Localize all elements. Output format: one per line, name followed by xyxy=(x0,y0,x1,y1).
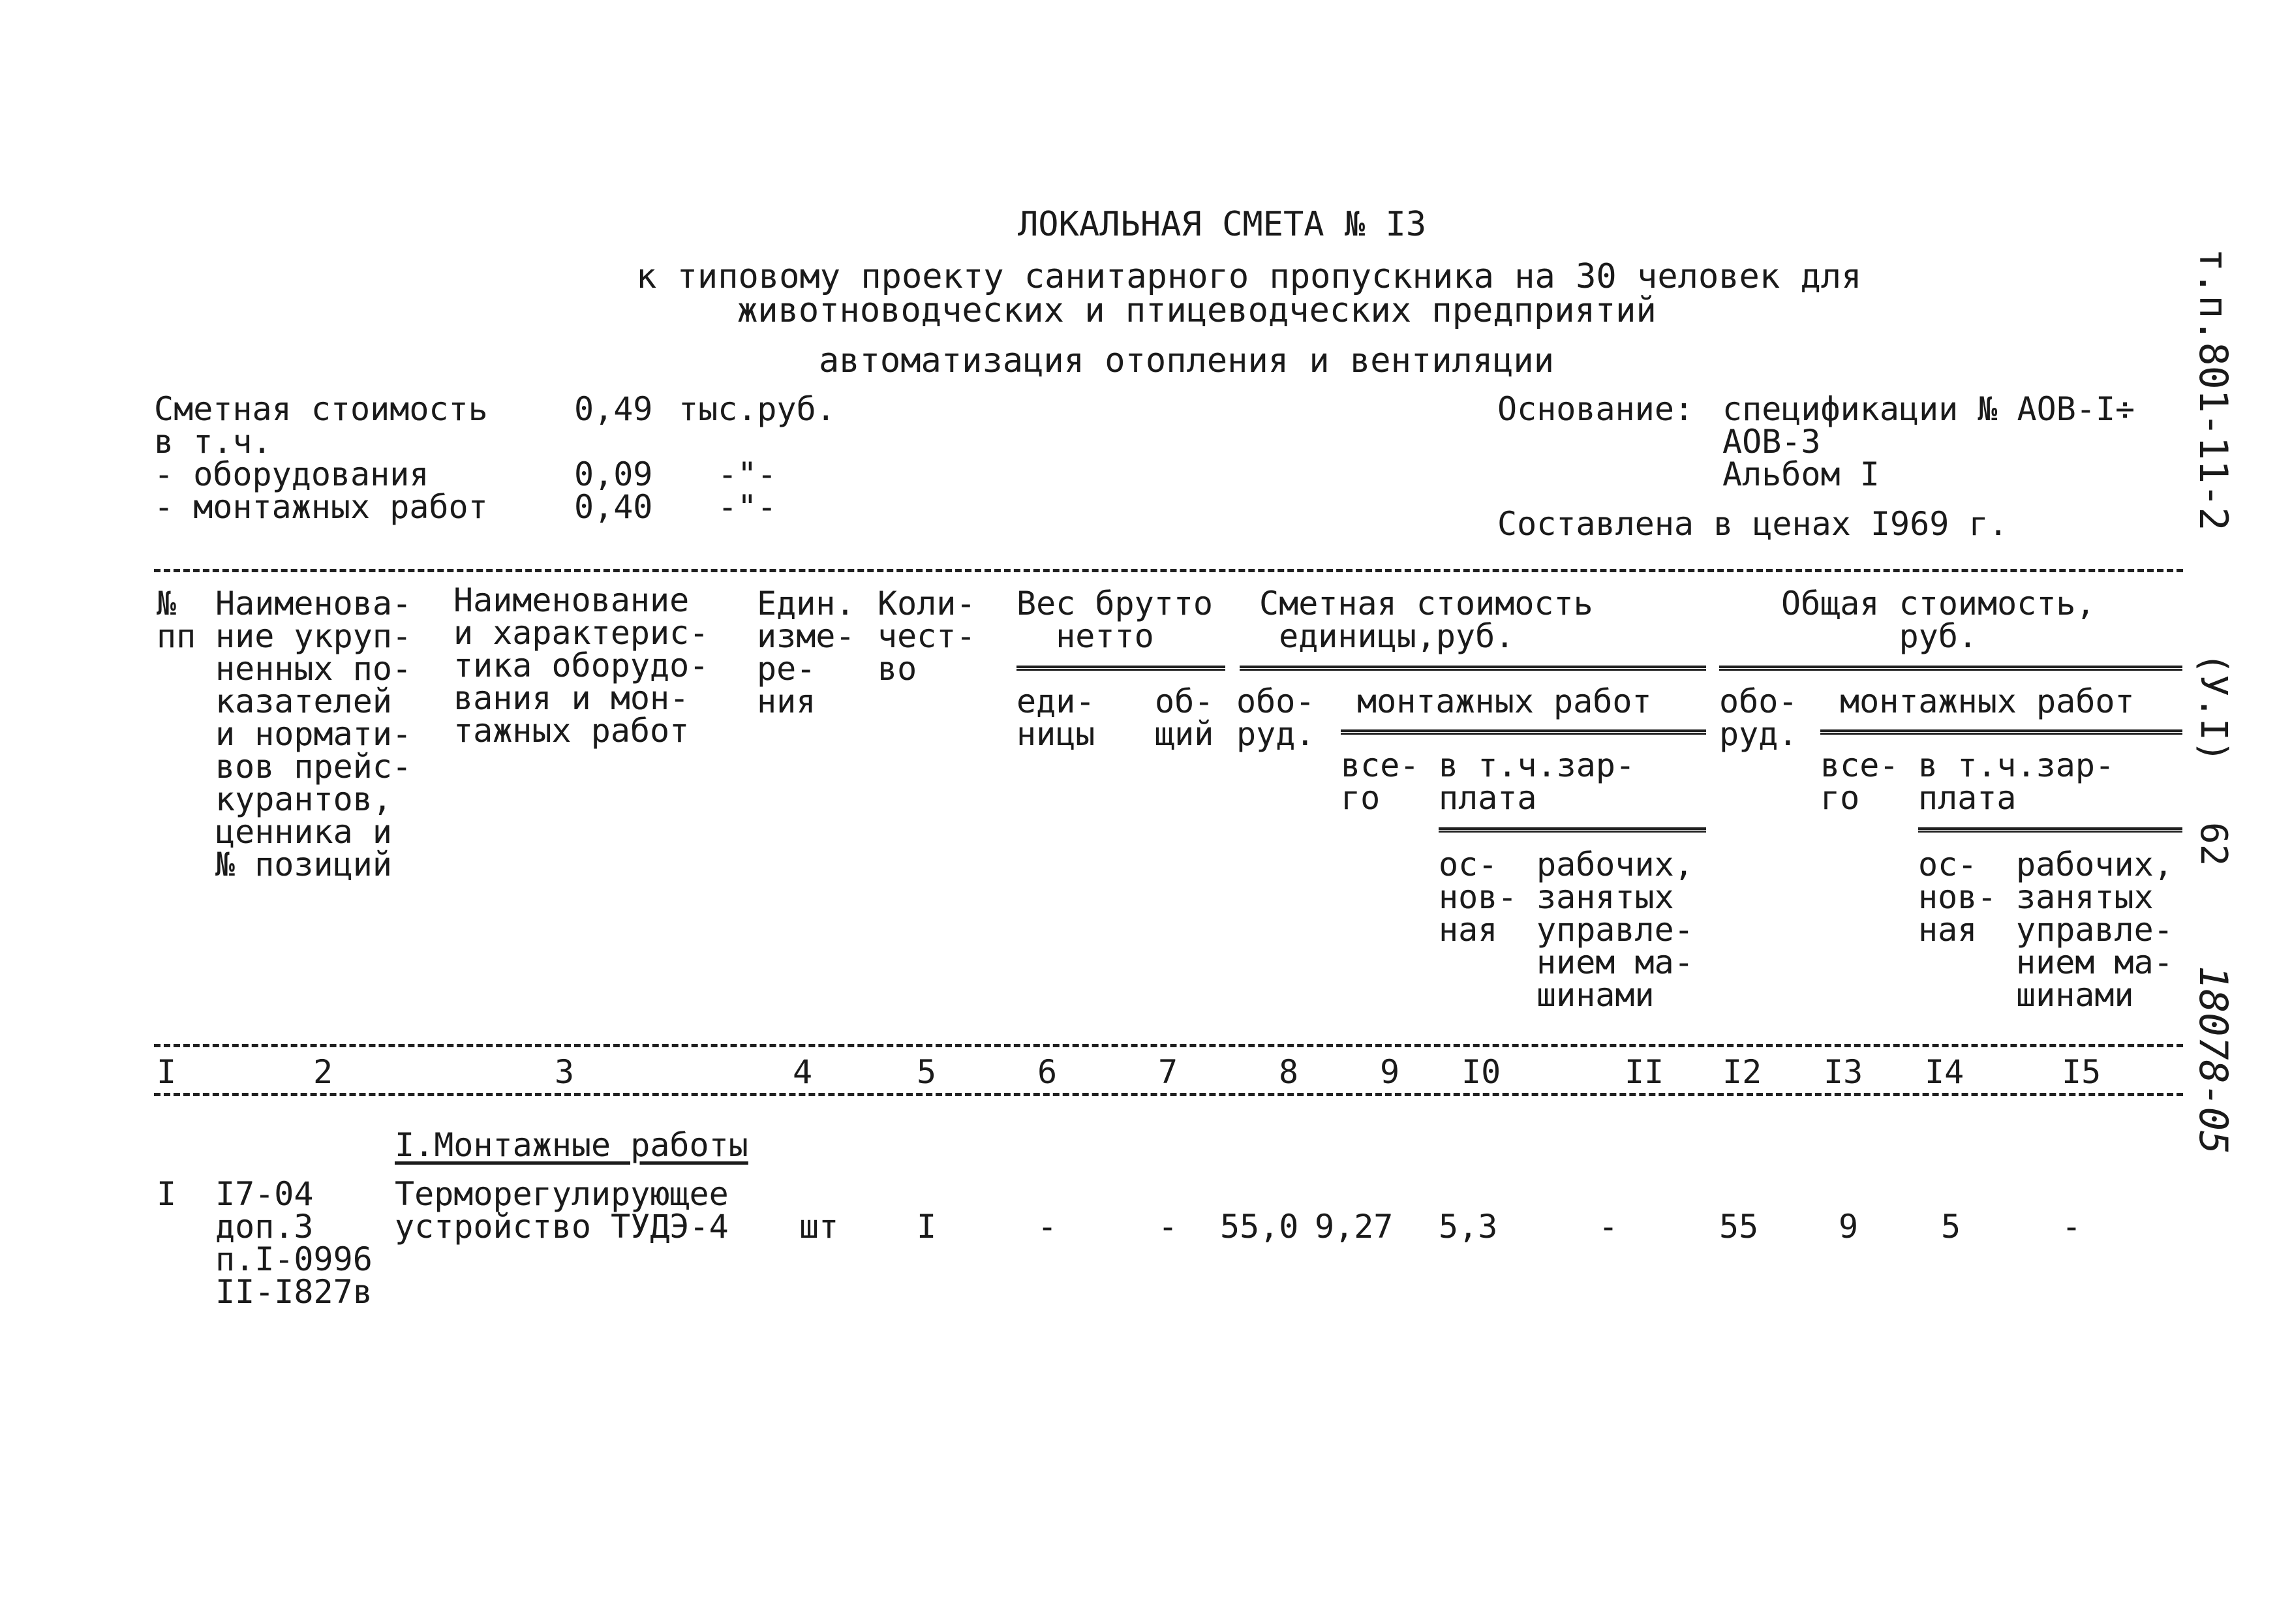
rule-wage-2 xyxy=(1918,827,2182,833)
row-install-total: 9,27 xyxy=(1315,1208,1394,1246)
column-number: I3 xyxy=(1824,1053,1863,1091)
section-name: автоматизация отопления и вентиляции xyxy=(819,341,1555,380)
header-workers-2: рабочих, занятых управле- нием ма- шинами xyxy=(2016,846,2173,1014)
side-number: 18078-05 xyxy=(2190,966,2236,1154)
header-equip: обо- руд. xyxy=(1236,682,1315,753)
column-number: I5 xyxy=(2062,1053,2101,1091)
header-basic-2: ос- нов- ная xyxy=(1918,846,1997,949)
row-total-equip: 55 xyxy=(1719,1208,1759,1246)
rule-install-2 xyxy=(1820,729,2182,735)
column-number: 2 xyxy=(313,1053,333,1091)
install-value: 0,40 xyxy=(574,488,653,526)
header-basic: ос- нов- ная xyxy=(1439,846,1518,949)
row-name: Терморегулирующее устройство ТУДЭ-4 xyxy=(395,1175,729,1246)
rule-unit-cost xyxy=(1240,666,1706,671)
header-total-all-2: все- го xyxy=(1820,746,1899,817)
header-unit-cost: Сметная стоимость единицы,руб. xyxy=(1259,585,1593,655)
col-numbers-top-border xyxy=(154,1044,2183,1047)
header-incl-wage-2: в т.ч.зар- плата xyxy=(1918,746,2115,817)
install-unit: -"- xyxy=(718,488,777,526)
rule-weight xyxy=(1016,666,1225,671)
column-number: 8 xyxy=(1279,1053,1299,1091)
header-weight-total: об- щий xyxy=(1155,682,1214,753)
column-number: 5 xyxy=(917,1053,937,1091)
col-numbers-bottom-border xyxy=(154,1093,2183,1096)
row-code: I7-04 доп.3 п.I-0996 II-I827в xyxy=(215,1175,373,1311)
incl-label: в т.ч. xyxy=(154,423,272,461)
column-number: I0 xyxy=(1461,1053,1501,1091)
row-weight-unit: - xyxy=(1037,1208,1058,1246)
header-total-cost: Общая стоимость, руб. xyxy=(1781,585,2096,655)
cost-value: 0,49 xyxy=(574,390,653,428)
rule-install xyxy=(1341,729,1706,735)
header-incl-wage: в т.ч.зар- плата xyxy=(1439,746,1636,817)
header-workers: рабочих, занятых управле- нием ма- шинами xyxy=(1536,846,1694,1014)
cost-unit: тыс.руб. xyxy=(679,390,836,428)
column-number: 4 xyxy=(793,1053,813,1091)
row-weight-total: - xyxy=(1158,1208,1178,1246)
side-code: т.п.801-11-2 xyxy=(2190,248,2236,531)
row-total-basic: 5 xyxy=(1941,1208,1961,1246)
equip-label: - оборудования xyxy=(154,455,429,493)
header-num: № пп xyxy=(157,585,196,655)
basis-label: Основание: xyxy=(1497,390,1694,428)
row-total-install: 9 xyxy=(1839,1208,1859,1246)
header-weight: Вес брутто нетто xyxy=(1016,585,1214,655)
row-qty: I xyxy=(917,1208,937,1246)
table-top-border xyxy=(154,569,2183,572)
column-number: I2 xyxy=(1722,1053,1762,1091)
cost-label: Сметная стоимость xyxy=(154,390,488,428)
basis-line-3: Альбом I xyxy=(1722,455,1880,493)
header-unit: Един. изме- ре- ния xyxy=(757,585,855,720)
column-number: 9 xyxy=(1380,1053,1400,1091)
rule-wage xyxy=(1439,827,1706,833)
header-install: монтажных работ xyxy=(1357,682,1652,720)
column-number: 7 xyxy=(1158,1053,1178,1091)
row-num: I xyxy=(157,1175,177,1213)
row-install-workers: - xyxy=(1598,1208,1619,1246)
rule-total-cost xyxy=(1719,666,2182,671)
document-title: ЛОКАЛЬНАЯ СМЕТА № I3 xyxy=(1018,205,1427,244)
header-total-all: все- го xyxy=(1341,746,1420,817)
equip-unit: -"- xyxy=(718,455,777,493)
header-install-2: монтажных работ xyxy=(1840,682,2135,720)
basis-line-1: спецификации № АОВ-I÷ xyxy=(1722,390,2135,428)
basis-line-2: АОВ-3 xyxy=(1722,423,1821,461)
header-name: Наименование и характерис- тика оборудо- вания и мон- тажных работ xyxy=(453,581,709,750)
column-number: 3 xyxy=(555,1053,575,1091)
row-equip: 55,0 xyxy=(1220,1208,1299,1246)
subtitle-line-1: к типовому проекту санитарного пропускника на 30 человек для xyxy=(636,257,1862,296)
header-weight-unit: еди- ницы xyxy=(1016,682,1095,753)
row-unit: шт xyxy=(799,1208,839,1246)
header-equip-2: обо- руд. xyxy=(1719,682,1798,753)
side-page: 62 xyxy=(2192,822,2235,866)
side-code-2: (У.I) xyxy=(2192,652,2235,763)
compiled-note: Составлена в ценах I969 г. xyxy=(1497,505,2008,543)
column-number: I xyxy=(157,1053,177,1091)
equip-value: 0,09 xyxy=(574,455,653,493)
row-total-workers: - xyxy=(2062,1208,2082,1246)
header-qty: Коли- чест- во xyxy=(878,585,976,688)
install-label: - монтажных работ xyxy=(154,488,488,526)
column-number: I4 xyxy=(1925,1053,1964,1091)
row-install-basic: 5,3 xyxy=(1439,1208,1498,1246)
subtitle-line-2: животноводческих и птицеводческих предприятий xyxy=(737,291,1657,330)
column-number: II xyxy=(1625,1053,1664,1091)
header-code: Наименова- ние укруп- ненных по- казателей и нормати- вов прейс- курантов, ценника и № позиций xyxy=(215,585,412,883)
section-title: I.Монтажные работы xyxy=(395,1126,748,1164)
column-number: 6 xyxy=(1037,1053,1058,1091)
